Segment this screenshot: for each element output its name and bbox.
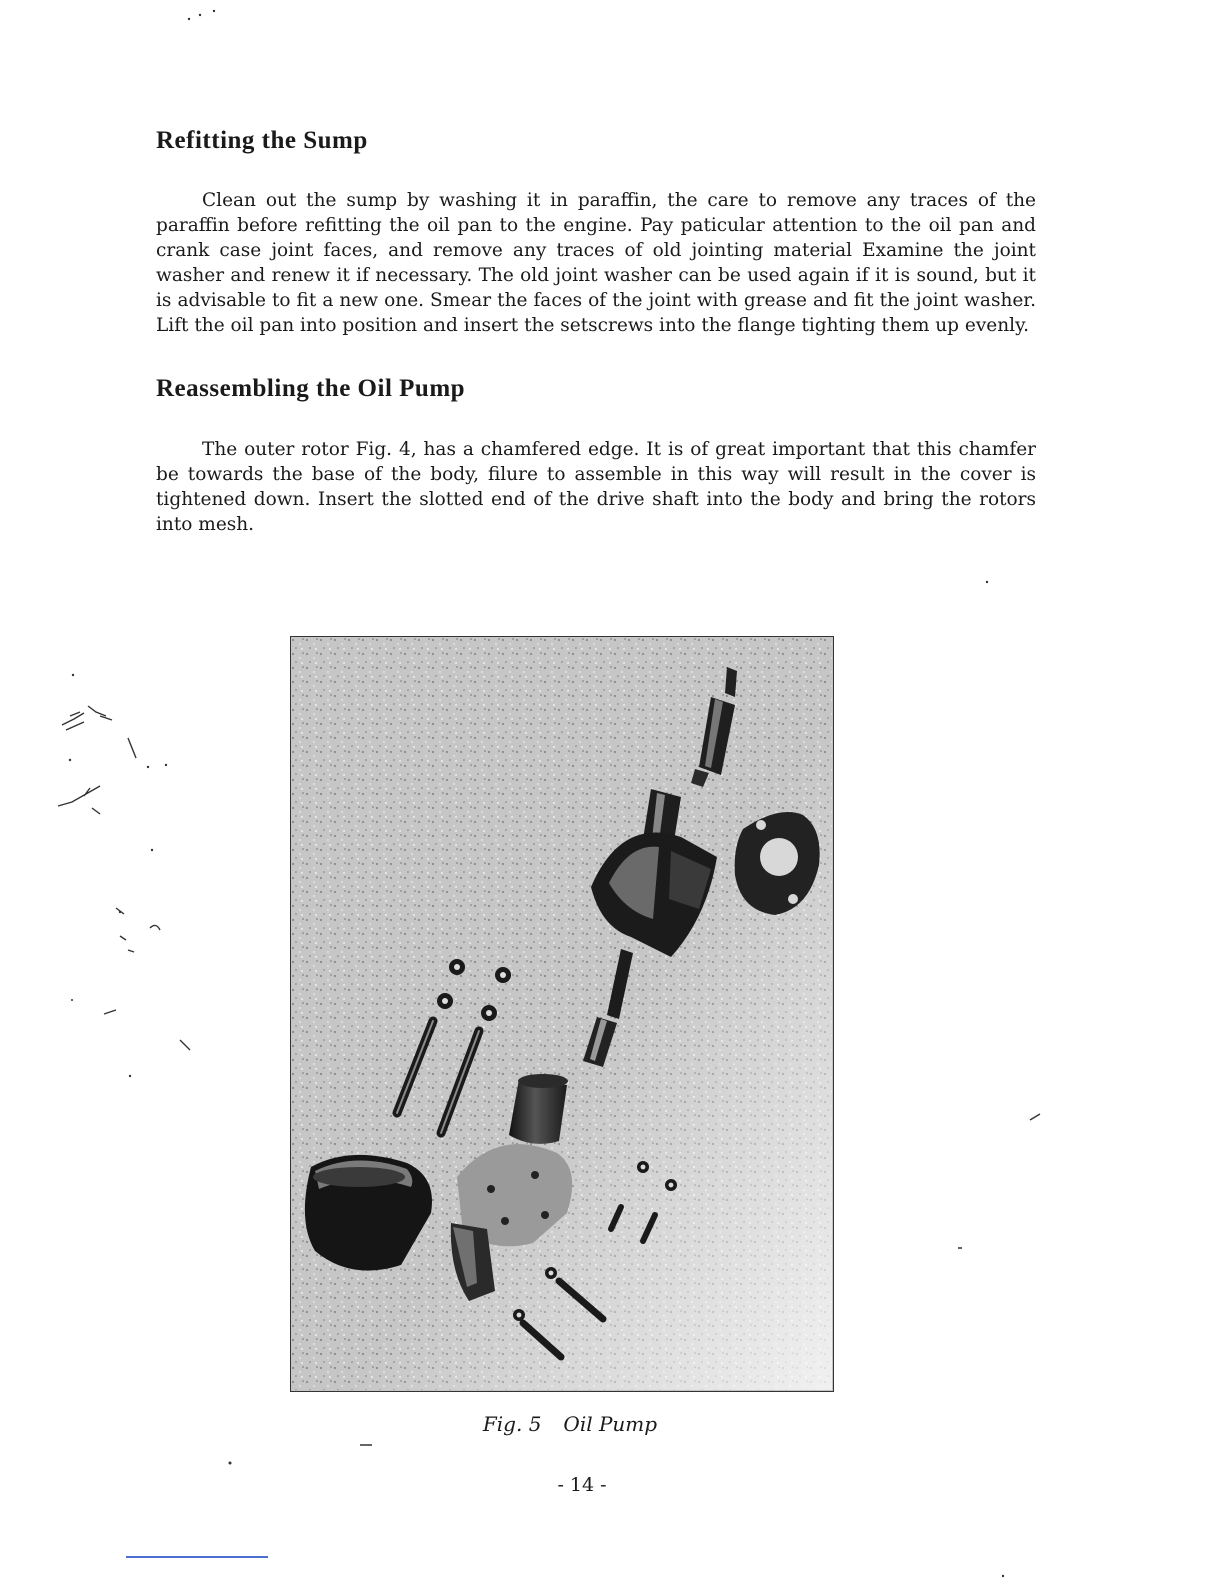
figure-number: Fig. 5 [482,1412,542,1436]
figure-title: Oil Pump [563,1412,658,1436]
oil-pump-exploded-illustration [291,637,832,1390]
section-heading-refitting-sump: Refitting the Sump [156,127,368,154]
figure-caption [290,1412,850,1436]
page-number: - 14 - [557,1474,607,1496]
paragraph-reassembling-oil-pump: The outer rotor Fig. 4, has a chamfered edge. It is of great important that this chamfer be towards the base of the body, filure to assemble in this way will result in the cover is tightened down. Insert the slotted end of the drive shaft into the body and bring the rotors into mesh. [156,439,1036,535]
footer-rule [126,1556,268,1558]
section-heading-reassembling-oil-pump: Reassembling the Oil Pump [156,375,466,402]
paragraph-refitting-sump: Clean out the sump by washing it in paraffin, the care to remove any traces of the paraffin before refitting the oil pan to the engine. Pay paticular attention to the oil pan and crank case joint faces, and remove any traces of old jointing material Examine the joint washer and renew it if necessary. The old joint washer can be used again if it is sound, but it is advisable to fit a new one. Smear the faces of the joint with grease and fit the joint washer. Lift the oil pan into position and insert the setscrews into the flange tighting them up evenly. [156,190,1036,336]
oil-pump-photo [290,636,834,1392]
